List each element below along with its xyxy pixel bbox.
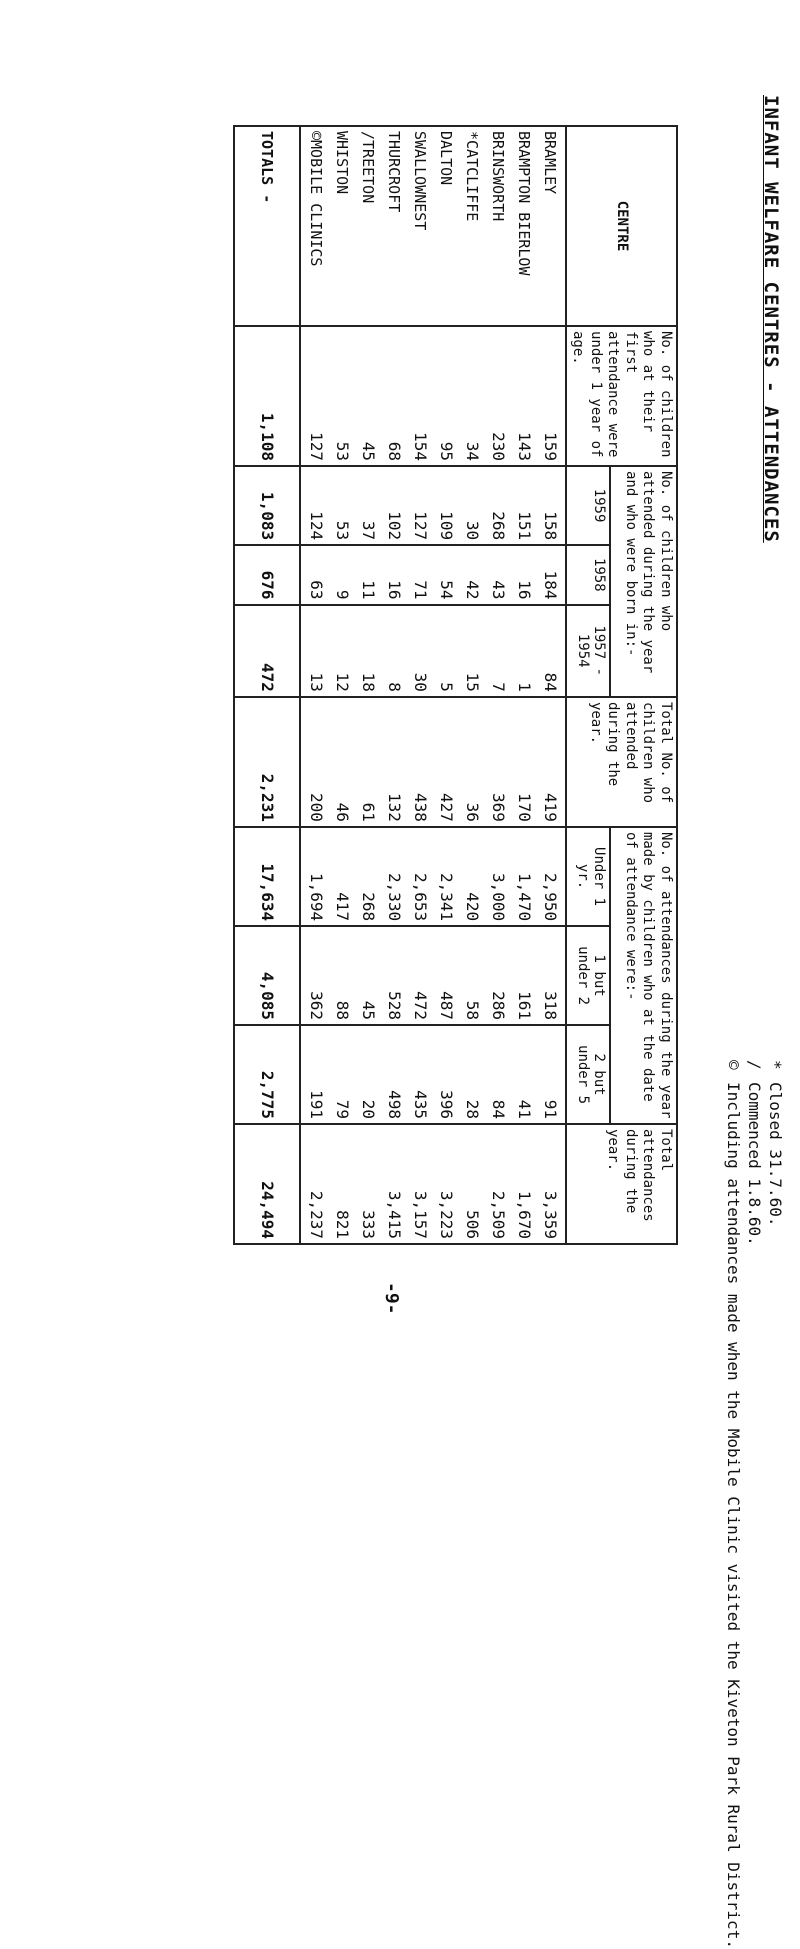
table-cell: 191 [307,1090,326,1119]
table-cell: 333 [359,1210,378,1239]
totals-2-5: 2,775 [234,1025,300,1124]
table-cell: 3,223 [437,1190,456,1239]
table-cell: 143 [515,432,534,461]
two-to-five-column [300,1025,566,1124]
table-cell: 396 [437,1090,456,1119]
header-first-attendance: No. of children who at their first attendance were under 1 year of age. [566,326,677,466]
totals-1958: 676 [234,545,300,604]
table-cell: 1 [515,682,534,692]
table-cell: 5 [437,682,456,692]
totals-1-2: 4,085 [234,926,300,1025]
table-cell: 170 [515,793,534,822]
table-cell: 18 [359,672,378,692]
table-cell: 36 [463,802,482,822]
born-1959-column [300,466,566,545]
header-total-children: Total No. of children who attended during the year. [566,697,677,827]
table-cell: 54 [437,580,456,600]
page-number: -9- [381,1282,402,1315]
centre-name: *CATCLIFFE [463,131,481,222]
table-cell: 16 [515,580,534,600]
born-1957-column [300,605,566,697]
table-cell: 438 [411,793,430,822]
table-cell: 821 [333,1210,352,1239]
table-cell: 84 [541,672,560,692]
centre-name: BRAMLEY [541,131,559,195]
table-cell: 53 [333,441,352,461]
header-1-under-2: 1 but under 2 [566,926,610,1025]
table-cell: 95 [437,441,456,461]
table-cell: 91 [541,1099,560,1119]
table-cell: 124 [307,511,326,541]
table-cell: 42 [463,580,482,600]
table-cell: 487 [437,991,456,1021]
table-cell: 506 [463,1210,482,1239]
table-cell: 53 [333,520,352,541]
table-cell: 528 [385,991,404,1021]
table-cell: 158 [541,511,560,541]
table-cell: 46 [333,802,352,822]
table-cell: 161 [515,991,534,1021]
footnotes [723,1060,785,1949]
table-cell: 127 [411,511,430,541]
table-cell: 2,950 [541,873,560,922]
table-cell: 2,509 [489,1190,508,1239]
table-cell: 71 [411,580,430,600]
table-cell: 472 [411,991,430,1021]
table-cell: 268 [489,511,508,541]
totals-row [234,126,300,1244]
table-cell: 230 [489,432,508,461]
table-cell: 2,341 [437,873,456,922]
totals-under-1: 17,634 [234,827,300,926]
table-cell: 3,000 [489,873,508,922]
table-cell: 88 [333,1000,352,1021]
footnote-closed: *Closed 31.7.60. [766,1060,785,1227]
table-cell: 12 [333,672,352,692]
table-cell: 419 [541,793,560,822]
centre-name: THURCROFT [385,131,403,213]
table-cell: 420 [463,892,482,922]
table-cell: 127 [307,432,326,461]
table-cell: 2,653 [411,873,430,922]
table-cell: 7 [489,682,508,692]
header-born-group: No. of children who attended during the year and who were born in:- [610,466,677,697]
header-total-attendances: Total attendances during the year. [566,1124,677,1244]
table-cell: 154 [411,432,430,461]
total-children-column [300,697,566,827]
header-attendances-group: No. of attendances during the year made by children who at the date of attendance were:- [610,827,677,1124]
table-cell: 200 [307,793,326,822]
table-cell: 45 [359,441,378,461]
table-cell: 13 [307,672,326,692]
centre-name: SWALLOWNEST [411,131,429,231]
table-cell: 362 [307,991,326,1021]
table-cell: 268 [359,892,378,922]
table-cell: 498 [385,1090,404,1119]
header-centre: CENTRE [566,126,677,326]
table-cell: 1,470 [515,873,534,922]
totals-1959: 1,083 [234,466,300,545]
table-cell: 184 [541,570,560,600]
table-cell: 2,330 [385,873,404,922]
centre-name: WHISTON [333,131,351,195]
one-to-two-column [300,926,566,1025]
centre-column [300,126,566,326]
first-attendance-column [300,326,566,466]
centre-name: DALTON [437,131,455,186]
table-cell: 1,694 [307,873,326,922]
table-cell: 102 [385,511,404,541]
table-cell: 58 [463,1000,482,1021]
centre-name: /TREETON [359,131,377,204]
table-cell: 30 [463,520,482,541]
table-cell: 3,157 [411,1190,430,1239]
header-row [610,126,677,1244]
page-title: INFANT WELFARE CENTRES - ATTENDANCES [760,95,782,543]
table-cell: 3,359 [541,1190,560,1239]
data-rows [300,126,566,1244]
totals-attendances: 24,494 [234,1124,300,1244]
table-cell: 41 [515,1099,534,1119]
table-cell: 159 [541,432,560,461]
table-cell: 15 [463,672,482,692]
table-cell: 43 [489,580,508,600]
header-1957-1954: 1957 - 1954 [566,605,610,697]
table-cell: 68 [385,441,404,461]
table-cell: 369 [489,793,508,822]
born-1958-column [300,545,566,604]
total-attendances-column [300,1124,566,1244]
table-cell: 427 [437,793,456,822]
footnote-mobile: ©Including attendances made when the Mobile Clinic visited the Kiveton Park Rural District. [724,1060,744,1949]
table-cell: 286 [489,991,508,1021]
totals-children: 2,231 [234,697,300,827]
table-cell: 151 [515,511,534,541]
under-1-column [300,827,566,926]
table-cell: 132 [385,793,404,822]
totals-1957: 472 [234,605,300,697]
totals-label: TOTALS - [234,126,300,326]
table-cell: 34 [463,441,482,461]
footnote-commenced: /Commenced 1.8.60. [745,1060,765,1246]
table-cell: 28 [463,1099,482,1119]
table-cell: 63 [307,580,326,600]
attendance-table [233,125,678,1245]
table-cell: 84 [489,1099,508,1119]
table-cell: 417 [333,892,352,922]
totals-first: 1,108 [234,326,300,466]
table-cell: 2,237 [307,1190,326,1239]
header-1958: 1958 [566,545,610,604]
table-cell: 20 [359,1099,378,1119]
table-cell: 1,670 [515,1190,534,1239]
table-cell: 8 [385,682,404,692]
table-cell: 37 [359,520,378,541]
table-cell: 9 [333,589,352,600]
table-cell: 45 [359,1000,378,1021]
header-1959: 1959 [566,466,610,545]
centre-name: ©MOBILE CLINICS [307,131,325,267]
centre-name: BRINSWORTH [489,131,507,222]
header-under-1: Under 1 yr. [566,827,610,926]
table-cell: 435 [411,1090,430,1119]
table-cell: 11 [359,580,378,600]
table-cell: 16 [385,580,404,600]
table-cell: 3,415 [385,1190,404,1239]
table-cell: 61 [359,802,378,822]
centre-name: BRAMPTON BIERLOW [515,131,533,276]
table-cell: 109 [437,511,456,541]
header-2-under-5: 2 but under 5 [566,1025,610,1124]
table-cell: 318 [541,991,560,1021]
table-cell: 30 [411,672,430,692]
table-cell: 79 [333,1099,352,1119]
